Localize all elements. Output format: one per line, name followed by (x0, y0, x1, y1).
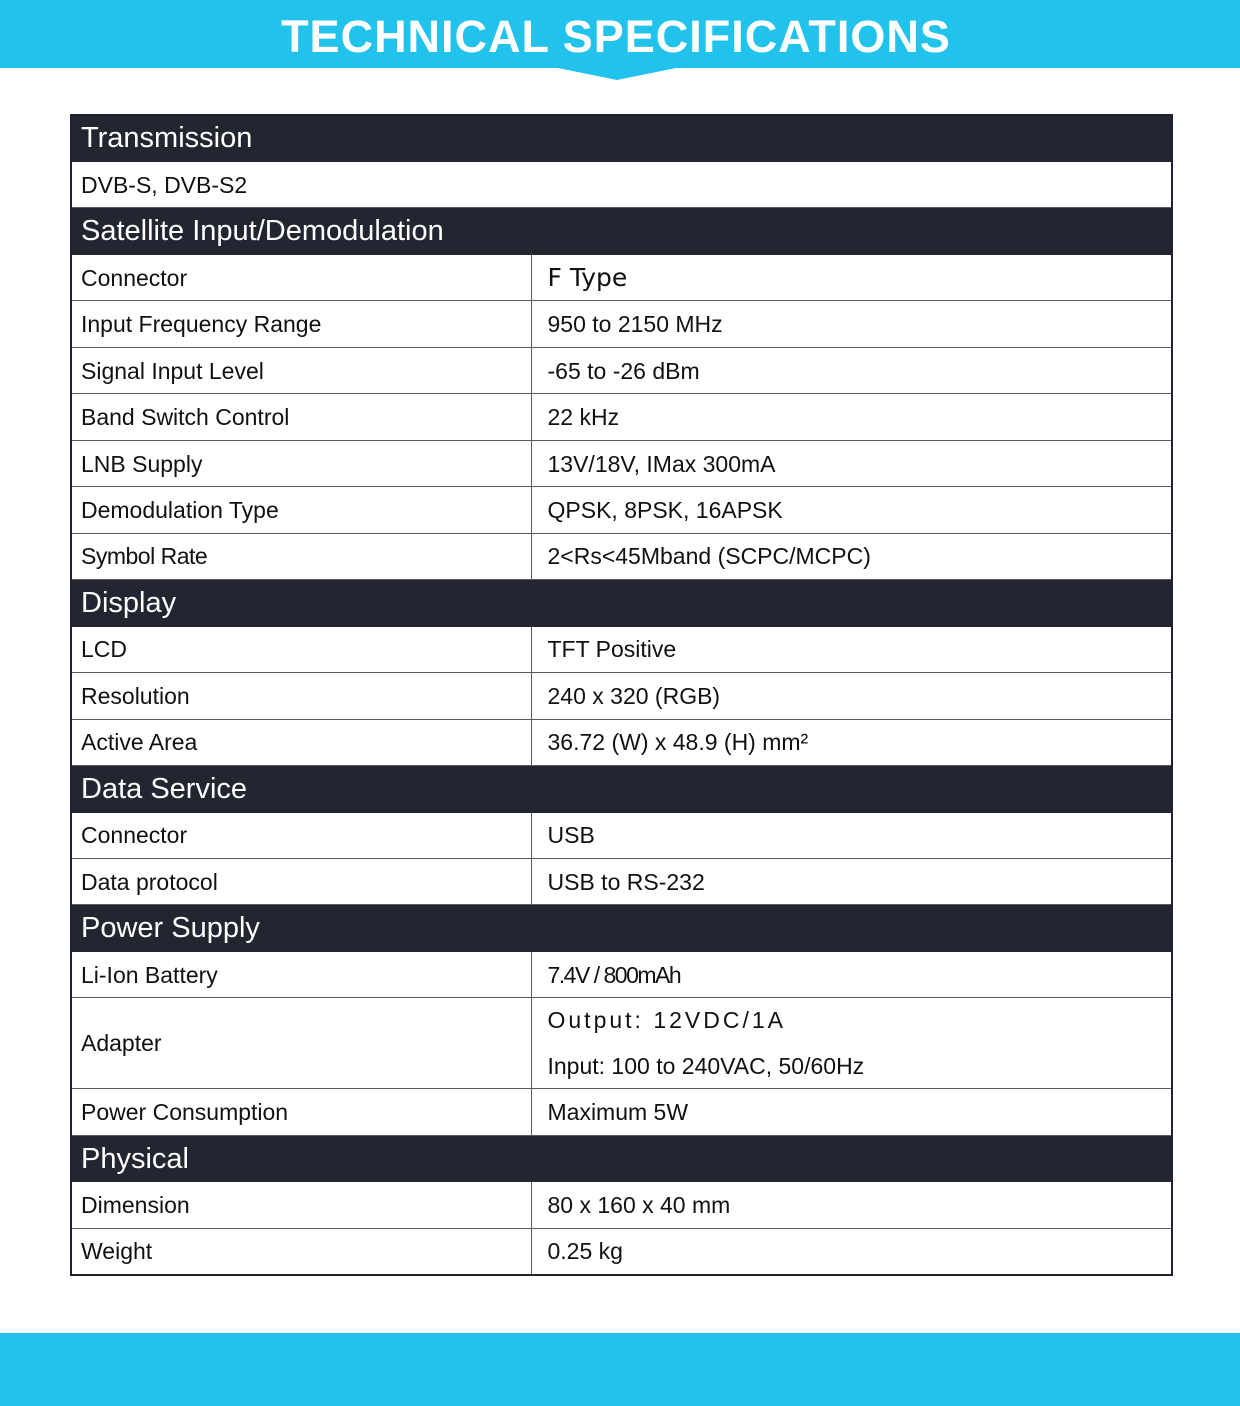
spec-value: USB (531, 812, 1172, 858)
spec-value: 80 x 160 x 40 mm (531, 1182, 1172, 1228)
spec-value: 2<Rs<45Mband (SCPC/MCPC) (531, 533, 1172, 579)
section-title: Transmission (71, 115, 1172, 161)
spec-value: 36.72 (W) x 48.9 (H) mm² (531, 719, 1172, 765)
spec-row (71, 719, 1172, 765)
spec-value: Maximum 5W (531, 1089, 1172, 1135)
spec-label: Dimension (71, 1182, 531, 1228)
section-header-physical (71, 1135, 1172, 1181)
spec-label: Li-Ion Battery (71, 951, 531, 997)
spec-label: Power Consumption (71, 1089, 531, 1135)
spec-label: Connector (71, 254, 531, 300)
spec-label: Adapter (71, 998, 531, 1089)
spec-value: 240 x 320 (RGB) (531, 673, 1172, 719)
spec-label: Connector (71, 812, 531, 858)
section-title: Satellite Input/Demodulation (71, 208, 1172, 254)
spec-label: Input Frequency Range (71, 301, 531, 347)
spec-value: -65 to -26 dBm (531, 347, 1172, 393)
spec-row (71, 998, 1172, 1089)
adapter-input-value: Input: 100 to 240VAC, 50/60Hz (547, 1053, 865, 1080)
spec-row (71, 1089, 1172, 1135)
section-header-transmission (71, 115, 1172, 161)
spec-label: Symbol Rate (71, 533, 531, 579)
spec-row (71, 812, 1172, 858)
spec-row (71, 859, 1172, 905)
spec-table (70, 114, 1173, 1276)
spec-label: Active Area (71, 719, 531, 765)
section-header-display (71, 580, 1172, 626)
spec-label: Data protocol (71, 859, 531, 905)
section-header-satellite (71, 208, 1172, 254)
section-title: Display (71, 580, 1172, 626)
spec-value: 22 kHz (531, 394, 1172, 440)
spec-row (71, 394, 1172, 440)
adapter-output-value: Output: 12VDC/1A (547, 1007, 786, 1034)
spec-label: Demodulation Type (71, 487, 531, 533)
section-title: Physical (71, 1135, 1172, 1181)
page-title: TECHNICAL SPECIFICATIONS (281, 11, 951, 62)
spec-row (71, 673, 1172, 719)
spec-value: TFT Positive (531, 626, 1172, 672)
spec-row (71, 347, 1172, 393)
spec-value: 0.25 kg (531, 1228, 1172, 1275)
spec-label: Resolution (71, 673, 531, 719)
section-header-power (71, 905, 1172, 951)
spec-row (71, 301, 1172, 347)
spec-label: Signal Input Level (71, 347, 531, 393)
spec-label: Band Switch Control (71, 394, 531, 440)
spec-row (71, 1182, 1172, 1228)
spec-row (71, 533, 1172, 579)
spec-value-multiline (531, 998, 1172, 1089)
spec-row (71, 161, 1172, 207)
spec-label: Weight (71, 1228, 531, 1275)
spec-row (71, 254, 1172, 300)
spec-row (71, 951, 1172, 997)
section-title: Power Supply (71, 905, 1172, 951)
spec-label: LCD (71, 626, 531, 672)
spec-value: QPSK, 8PSK, 16APSK (531, 487, 1172, 533)
spec-value: 950 to 2150 MHz (531, 301, 1172, 347)
spec-value: 7.4V / 800mAh (531, 951, 1172, 997)
spec-row (71, 1228, 1172, 1275)
spec-row (71, 440, 1172, 486)
spec-row (71, 487, 1172, 533)
section-header-data-service (71, 766, 1172, 812)
spec-full-text: DVB-S, DVB-S2 (71, 161, 1172, 207)
spec-label: LNB Supply (71, 440, 531, 486)
header-banner-notch (553, 67, 681, 80)
footer-band (0, 1333, 1240, 1406)
spec-value: USB to RS-232 (531, 859, 1172, 905)
spec-value: 13V/18V, IMax 300mA (531, 440, 1172, 486)
spec-row (71, 626, 1172, 672)
section-title: Data Service (71, 766, 1172, 812)
spec-value: F Type (531, 254, 1172, 300)
